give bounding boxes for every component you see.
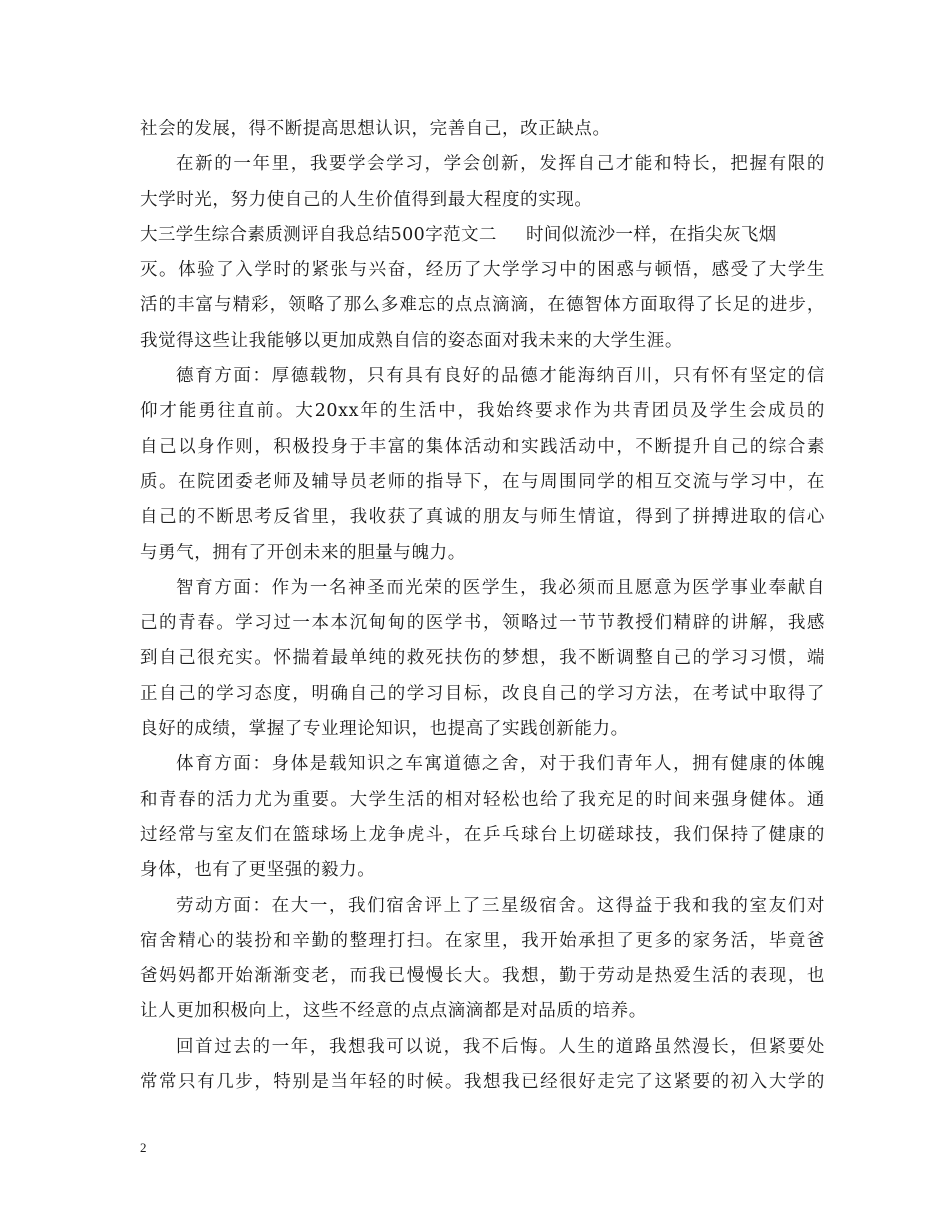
text-line: 和青春的活力尤为重要。大学生活的相对轻松也给了我充足的时间来强身健体。通: [140, 789, 825, 810]
text-line: 灭。体验了入学时的紧张与兴奋，经历了大学学习中的困惑与顿悟，感受了大学生: [140, 260, 825, 281]
text-line: 到自己很充实。怀揣着最单纯的救死扶伤的梦想，我不断调整自己的学习习惯，端: [140, 648, 825, 669]
text-line: 良好的成绩，掌握了专业理论知识，也提高了实践创新能力。: [140, 719, 629, 740]
text-line: 正自己的学习态度，明确自己的学习目标，改良自己的学习方法，在考试中取得了: [140, 683, 825, 704]
text-line: 体育方面：身体是载知识之车寓道德之舍，对于我们青年人，拥有健康的体魄: [176, 754, 825, 775]
text-line: 身体，也有了更坚强的毅力。: [140, 860, 376, 881]
text-line: 回首过去的一年，我想我可以说，我不后悔。人生的道路虽然漫长，但紧要处: [176, 1036, 825, 1057]
text-line: 宿舍精心的装扮和辛勤的整理打扫。在家里，我开始承担了更多的家务活，毕竟爸: [140, 930, 825, 951]
section-heading: 大三学生综合素质测评自我总结500字范文二: [140, 224, 497, 245]
section-heading-line: [140, 218, 825, 253]
text-line: 常常只有几步，特别是当年轻的时候。我想我已经很好走完了这紧要的初入大学的: [140, 1072, 825, 1093]
document-body: [140, 112, 825, 1100]
text-line: 自己以身作则，积极投身于丰富的集体活动和实践活动中，不断提升自己的综合素: [140, 436, 825, 457]
text-line: 自己的不断思考反省里，我收获了真诚的朋友与师生情谊，得到了拼搏进取的信心: [140, 507, 825, 528]
text-line: 大学时光，努力使自己的人生价值得到最大程度的实现。: [140, 189, 593, 210]
text-line-fragment: 时间似流沙一样，在指尖灰飞烟: [526, 224, 777, 245]
page-number: 2: [140, 1140, 147, 1155]
text-line: 让人更加积极向上，这些不经意的点点滴滴都是对品质的培养。: [140, 1001, 647, 1022]
text-line: 在新的一年里，我要学会学习，学会创新，发挥自己才能和特长，把握有限的: [176, 154, 825, 175]
text-line: 爸妈妈都开始渐渐变老，而我已慢慢长大。我想，勤于劳动是热爱生活的表现，也: [140, 966, 825, 987]
text-line: 德育方面：厚德载物，只有具有良好的品德才能海纳百川，只有怀有坚定的信: [176, 366, 825, 387]
text-line: 过经常与室友们在篮球场上龙争虎斗，在乒乓球台上切磋球技，我们保持了健康的: [140, 824, 825, 845]
text-line: 智育方面：作为一名神圣而光荣的医学生，我必须而且愿意为医学事业奉献自: [176, 577, 825, 598]
text-line: 我觉得这些让我能够以更加成熟自信的姿态面对我未来的大学生涯。: [140, 330, 683, 351]
text-line: 己的青春。学习过一本本沉甸甸的医学书，领略过一节节教授们精辟的讲解，我感: [140, 613, 825, 634]
text-line: 质。在院团委老师及辅导员老师的指导下，在与周围同学的相互交流与学习中，在: [140, 471, 825, 492]
text-line: 与勇气，拥有了开创未来的胆量与魄力。: [140, 542, 466, 563]
text-line: 仰才能勇往直前。大20xx年的生活中，我始终要求作为共青团员及学生会成员的: [140, 401, 825, 422]
text-line: 社会的发展，得不断提高思想认识，完善自己，改正缺点。: [140, 119, 611, 139]
text-line: 劳动方面：在大一，我们宿舍评上了三星级宿舍。这得益于我和我的室友们对: [176, 895, 825, 916]
text-line: 活的丰富与精彩，领略了那么多难忘的点点滴滴，在德智体方面取得了长足的进步，: [140, 295, 825, 316]
